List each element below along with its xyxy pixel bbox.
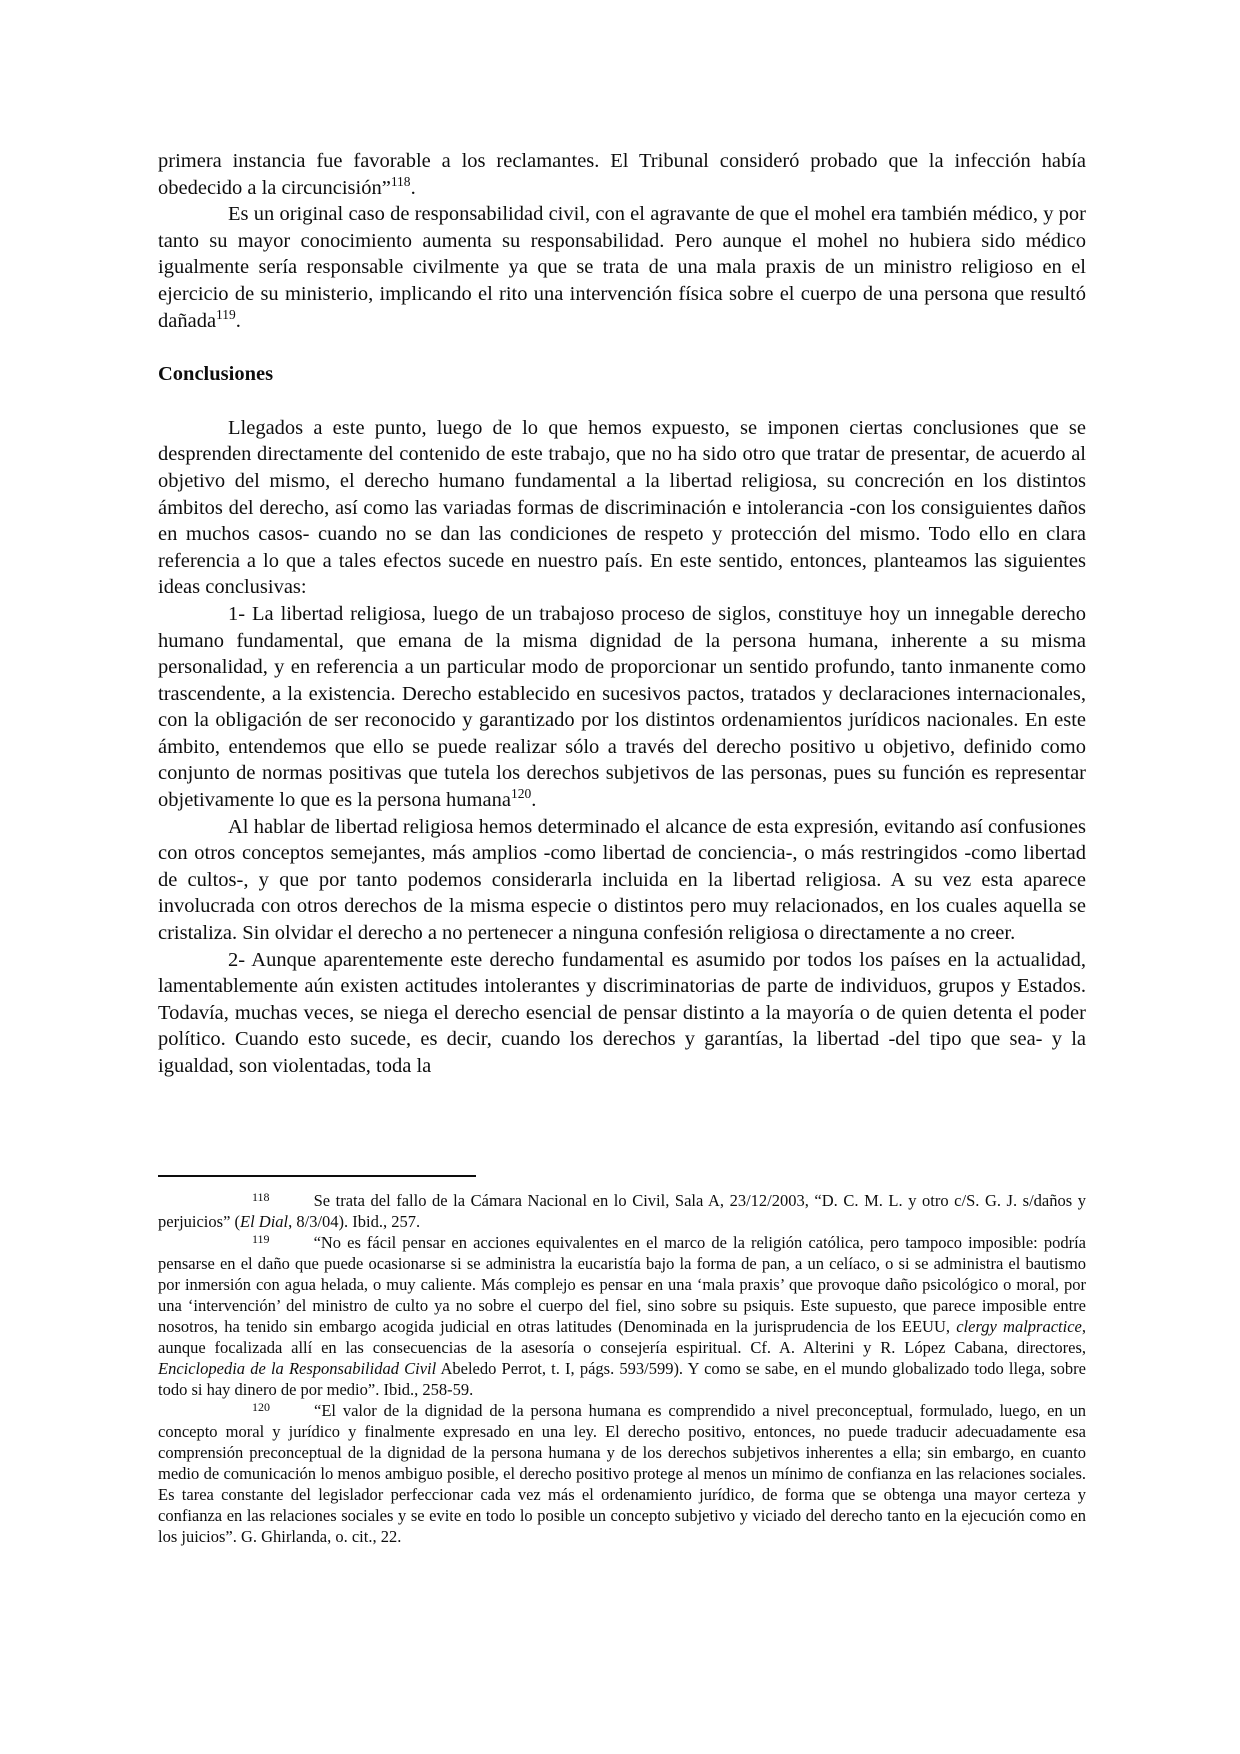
footnote-text: , aunque focalizada allí en las consecuencias de la asesoría o consejería espiritual. Cf. A. Alterini y R. López Cabana, directores, <box>158 1317 1086 1357</box>
footnote-text: Se trata del fallo de la Cámara Nacional en lo Civil, Sala A, 23/12/2003, “D. C. M. L. y otro c/S. G. J. s/daños y perjuicios” ( <box>158 1191 1086 1231</box>
footnote-119 <box>158 1232 1086 1400</box>
footnote-text: “El valor de la dignidad de la persona humana es comprendido a nivel preconceptual, formulado, luego, en un concepto moral y jurídico y finalmente expresado en una ley. El derecho positivo, entonces, no puede traducir adecuadamente esa comprensión preconceptual de la dignidad de la persona humana y de los derechos subjetivos inherentes a ella; sin embargo, en cuanto medio de comunicación lo menos ambiguo posible, el derecho positivo protege al menos un mínimo de confianza en las relaciones sociales. Es tarea constante del legislador perfeccionar cada vez más el ordenamiento jurídico, de forma que se obtenga una mayor certeza y confianza en las relaciones sociales y se evite en todo lo posible un concepto subjetivo y viciado del derecho tanto en la ejecución como en los juicios”. G. Ghirlanda, o. cit., 22. <box>158 1401 1086 1546</box>
paragraph-text: Llegados a este punto, luego de lo que hemos expuesto, se imponen ciertas conclusiones que se desprenden directamente del contenido de este trabajo, que no ha sido otro que tratar de presentar, de acuerdo al objetivo del mismo, el derecho humano fundamental a la libertad religiosa, su concreción en los distintos ámbitos del derecho, así como las variadas formas de discriminación e intolerancia -con los consiguientes daños en muchos casos- cuando no se dan las condiciones de respeto y protección del mismo. Todo ello en clara referencia a lo que a tales efectos sucede en nuestro país. En este sentido, entonces, planteamos las siguientes ideas conclusivas: <box>158 416 1086 599</box>
footnote-ref-119: 119 <box>216 306 236 322</box>
paragraph-text: Al hablar de libertad religiosa hemos determinado el alcance de esta expresión, evitando así confusiones con otros conceptos semejantes, más amplios -como libertad de conciencia-, o más restringidos -como libertad de cultos-, y que por tanto podemos considerarla incluida en la libertad religiosa. A su vez esta aparece involucrada con otros derechos de la misma especie o distintos pero muy relacionados, en los cuales aquella se cristaliza. Sin olvidar el derecho a no pertenecer a ninguna confesión religiosa o directamente a no creer. <box>158 815 1086 945</box>
footnote-number-120: 120 <box>252 1400 270 1414</box>
footnote-118 <box>158 1190 1086 1232</box>
paragraph-text: 2- Aunque aparentemente este derecho fundamental es asumido por todos los países en la actualidad, lamentablemente aún existen actitudes intolerantes y discriminatorias de parte de individuos, grupos y Estados. Todavía, muchas veces, se niega el derecho esencial de pensar distinto a la mayoría o de quien detenta el poder político. Cuando esto sucede, es decir, cuando los derechos y garantías, la libertad -del tipo que sea- y la igualdad, son violentadas, toda la <box>158 948 1086 1077</box>
footnote-text-italic: Enciclopedia de la Responsabilidad Civil <box>158 1359 437 1378</box>
footnote-ref-118: 118 <box>390 173 411 189</box>
footnote-text-italic: clergy malpractice <box>956 1317 1082 1336</box>
paragraph-text: . <box>235 309 241 332</box>
footnotes-section <box>158 1175 1086 1547</box>
paragraph-continuation <box>158 148 1086 201</box>
paragraph-text: . <box>410 176 416 199</box>
paragraph <box>158 415 1086 601</box>
footnote-ref-120: 120 <box>510 786 532 802</box>
footnote-text-italic: El Dial <box>240 1212 289 1231</box>
footnote-text: Abeledo Perrot, t. I, págs. 593/599). Y como se sabe, en el mundo globalizado todo llega, sobre todo si hay dinero de por medio”. Ibid., 258-59. <box>158 1359 1086 1399</box>
footnote-number-119: 119 <box>252 1232 270 1246</box>
paragraph-text: Es un original caso de responsabilidad civil, con el agravante de que el mohel era también médico, y por tanto su mayor conocimiento aumenta su responsabilidad. Pero aunque el mohel no hubiera sido médico igualmente sería responsable civilmente ya que se trata de una mala praxis de un ministro religioso en el ejercicio de su ministerio, implicando el rito una intervención física sobre el cuerpo de una persona que resultó dañada <box>158 203 1086 332</box>
paragraph-conclusion-2 <box>158 947 1086 1080</box>
paragraph-text: primera instancia fue favorable a los reclamantes. El Tribunal consideró probado que la infección había obedecido a la circuncisión” <box>158 150 1086 199</box>
footnote-text: , 8/3/04). Ibid., 257. <box>288 1212 421 1231</box>
paragraph-text: . <box>531 789 537 812</box>
paragraph-text: 1- La libertad religiosa, luego de un trabajoso proceso de siglos, constituye hoy un innegable derecho humano fundamental, que emana de la misma dignidad de la persona humana, inherente a su misma personalidad, y en referencia a un particular modo de proporcionar un sentido profundo, tanto inmanente como trascendente, a la existencia. Derecho establecido en sucesivos pactos, tratados y declaraciones internacionales, con la obligación de ser reconocido y garantizado por los distintos ordenamientos jurídicos nacionales. En este ámbito, entendemos que ello se puede realizar sólo a través del derecho positivo u objetivo, definido como conjunto de normas positivas que tutela los derechos subjetivos de las personas, pues su función es representar objetivamente lo que es la persona humana <box>158 602 1086 812</box>
footnote-number-118: 118 <box>252 1190 270 1204</box>
footnote-text: “No es fácil pensar en acciones equivalentes en el marco de la religión católica, pero tampoco imposible: podría pensarse en el daño que puede ocasionarse si se administra la eucaristía bajo la forma de pan, a un celíaco, o si se administra el bautismo por inmersión con agua helada, o muy caliente. Más complejo es pensar en una ‘mala praxis’ que provoque daño psicológico o moral, por una ‘intervención’ del ministro de culto ya no sobre el cuerpo del fiel, sino sobre su psiquis. Este supuesto, que parece imposible entre nosotros, ha tenido sin embargo acogida judicial en otras latitudes (Denominada en la jurisprudencia de los EEUU, <box>158 1233 1086 1336</box>
footnote-120 <box>158 1400 1086 1547</box>
page-body-text <box>158 148 1086 1080</box>
paragraph-conclusion-1 <box>158 601 1086 814</box>
paragraph <box>158 201 1086 334</box>
section-heading-conclusiones: Conclusiones <box>158 363 274 386</box>
paragraph <box>158 814 1086 947</box>
footnote-separator-line <box>158 1175 476 1177</box>
